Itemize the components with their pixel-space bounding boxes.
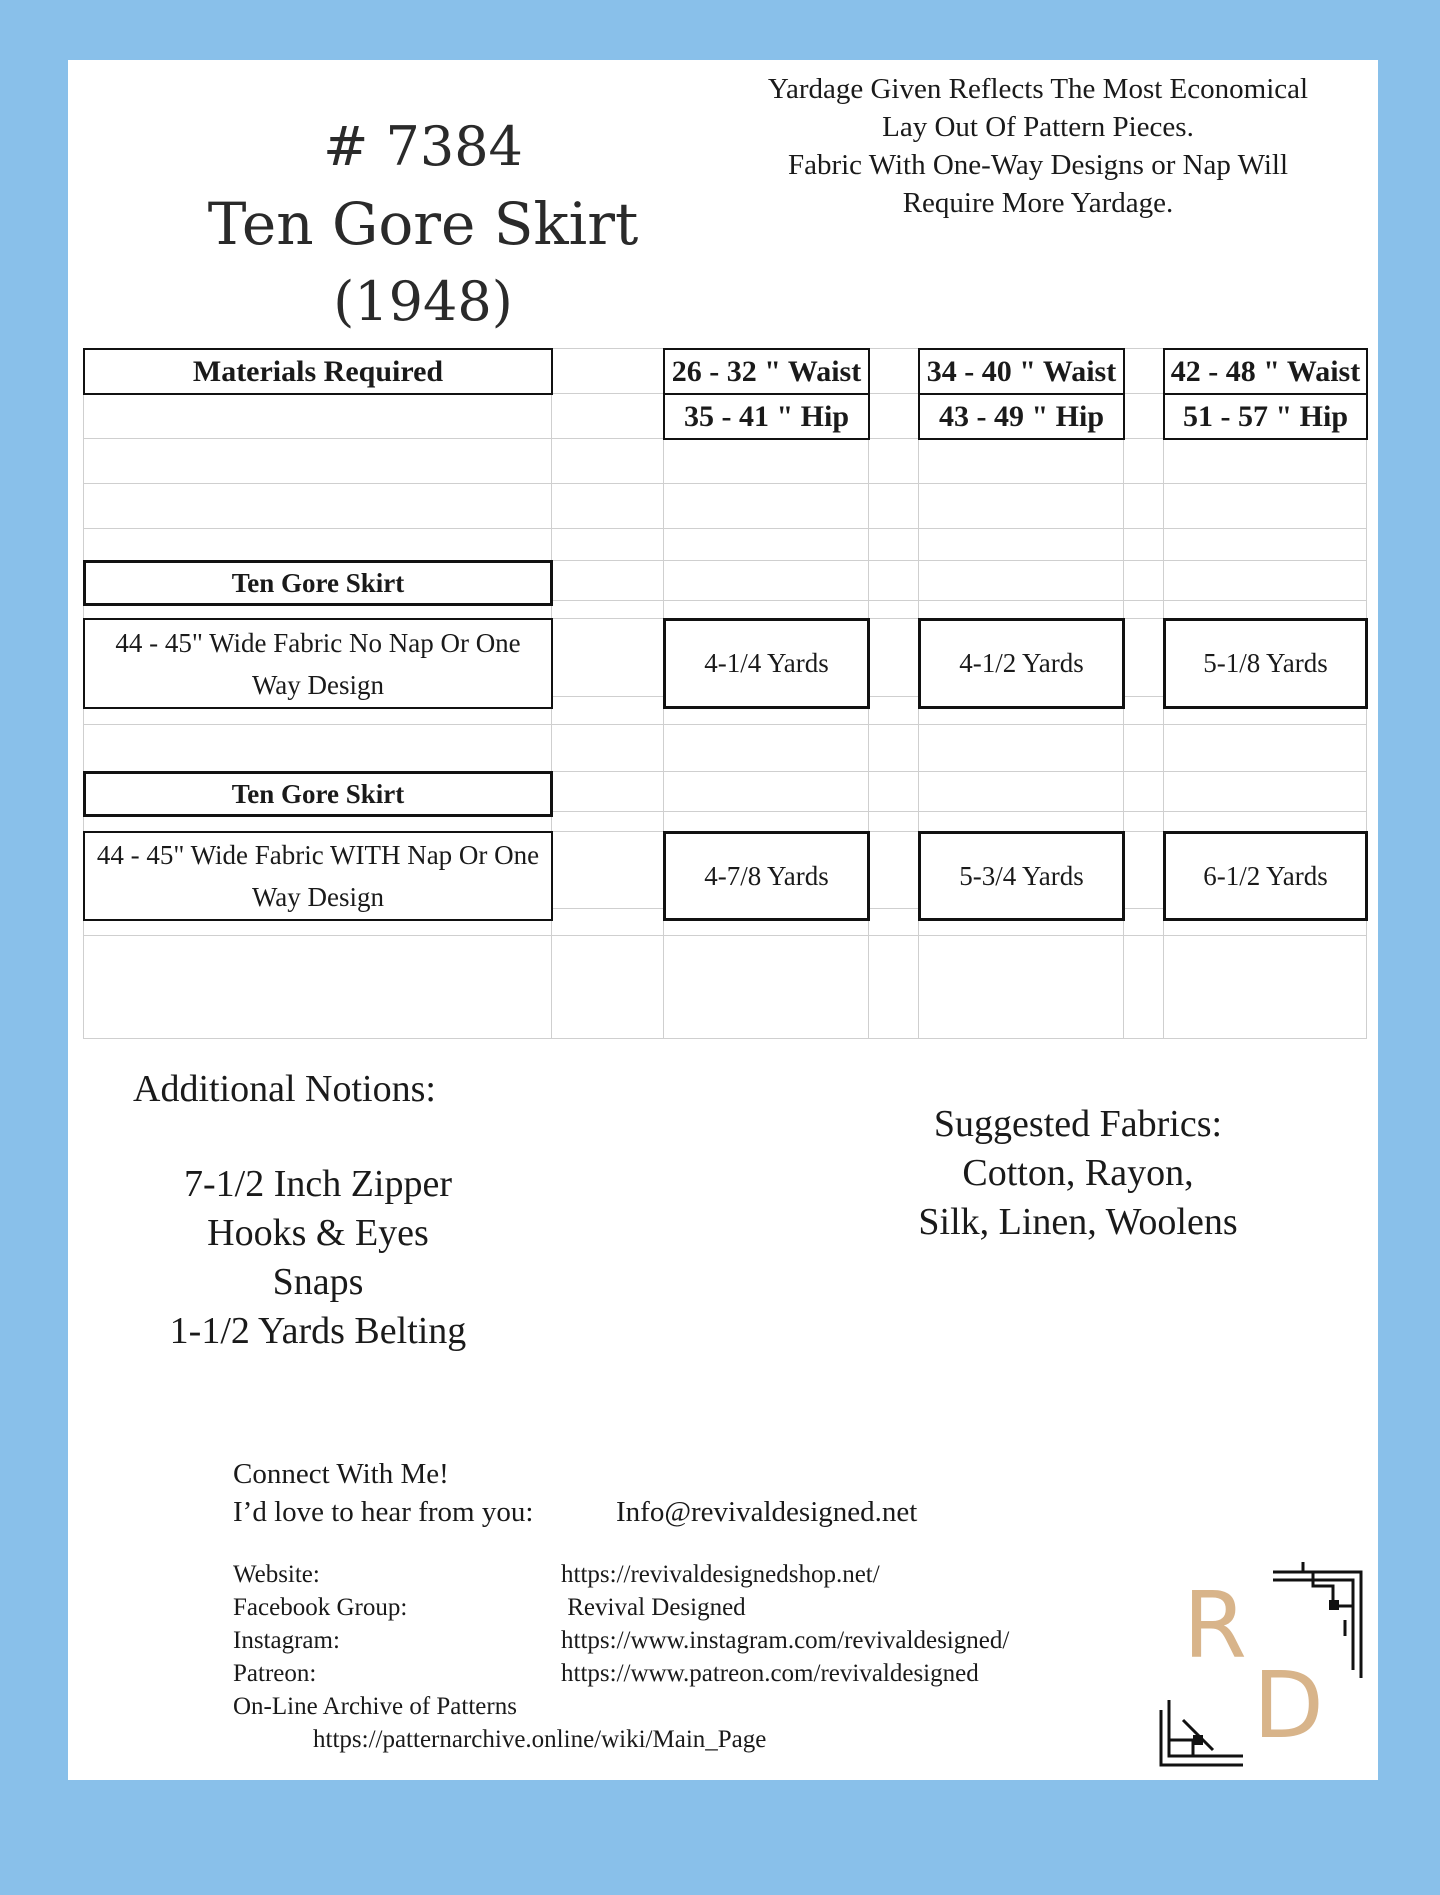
yardage-note: Yardage Given Reflects The Most Economical Lay Out Of Pattern Pieces. Fabric With One-Way Designs or Nap Will Require More Yardage. [767, 73, 1309, 219]
pattern-sheet [68, 60, 1378, 1780]
contact-subheading: I’d love to hear from you: [233, 1496, 534, 1528]
link-row-patreon: Patreon: https://www.patreon.com/revivaldesigned [233, 1657, 1133, 1690]
materials-header: Materials Required [83, 348, 553, 395]
notions-title: Additional Notions: [133, 1068, 436, 1110]
size-2-waist: 34 - 40 " Waist [918, 348, 1125, 395]
website-link[interactable]: https://revivaldesignedshop.net/ [561, 1561, 880, 1588]
archive-label: On-Line Archive of Patterns [233, 1693, 517, 1720]
section-1-label: Ten Gore Skirt [83, 560, 553, 606]
section-1-yards-size-3: 5-1/8 Yards [1163, 618, 1368, 709]
section-2-yards-size-3: 6-1/2 Yards [1163, 831, 1368, 921]
materials-table [83, 348, 1383, 1038]
section-2-yards-size-1: 4-7/8 Yards [663, 831, 870, 921]
notion-item: 1-1/2 Yards Belting [169, 1310, 467, 1352]
contact-email[interactable]: Info@revivaldesigned.net [616, 1496, 918, 1528]
archive-link[interactable]: https://patternarchive.online/wiki/Main_Page [313, 1726, 767, 1753]
section-2-fabric: 44 - 45" Wide Fabric WITH Nap Or One Way Design [83, 831, 553, 921]
rd-logo [1153, 1560, 1368, 1770]
logo-letter-d: D [1253, 1652, 1324, 1759]
link-row-facebook: Facebook Group: Revival Designed [233, 1591, 1133, 1624]
size-2-hip: 43 - 49 " Hip [918, 393, 1125, 440]
logo-letter-r: R [1183, 1572, 1247, 1679]
link-row-website: Website: https://revivaldesignedshop.net/ [233, 1558, 1133, 1591]
patreon-link[interactable]: https://www.patreon.com/revivaldesigned [561, 1660, 979, 1687]
contact-heading: Connect With Me! [233, 1458, 449, 1490]
instagram-link[interactable]: https://www.instagram.com/revivaldesigned/ [561, 1627, 1010, 1654]
pattern-number: # 7384 [323, 115, 523, 178]
pattern-name: Ten Gore Skirt [207, 190, 639, 258]
size-3-waist: 42 - 48 " Waist [1163, 348, 1368, 395]
section-1-yards-size-1: 4-1/4 Yards [663, 618, 870, 709]
section-1-fabric: 44 - 45" Wide Fabric No Nap Or One Way Design [83, 618, 553, 709]
size-3-hip: 51 - 57 " Hip [1163, 393, 1368, 440]
size-1-waist: 26 - 32 " Waist [663, 348, 870, 395]
links-block [233, 1558, 1133, 1756]
suggested-fabrics: Suggested Fabrics: Cotton, Rayon, Silk, Linen, Woolens [918, 1103, 1238, 1243]
size-1-hip: 35 - 41 " Hip [663, 393, 870, 440]
section-2-yards-size-2: 5-3/4 Yards [918, 831, 1125, 921]
section-1-yards-size-2: 4-1/2 Yards [918, 618, 1125, 709]
notions-list [128, 1160, 508, 1356]
notion-item: Snaps [272, 1261, 364, 1303]
notion-item: 7-1/2 Inch Zipper [183, 1163, 453, 1205]
section-2-label: Ten Gore Skirt [83, 771, 553, 817]
facebook-link[interactable]: Revival Designed [561, 1594, 746, 1621]
link-row-instagram: Instagram: https://www.instagram.com/revivaldesigned/ [233, 1624, 1133, 1657]
pattern-year: (1948) [333, 270, 513, 333]
notion-item: Hooks & Eyes [207, 1212, 429, 1254]
